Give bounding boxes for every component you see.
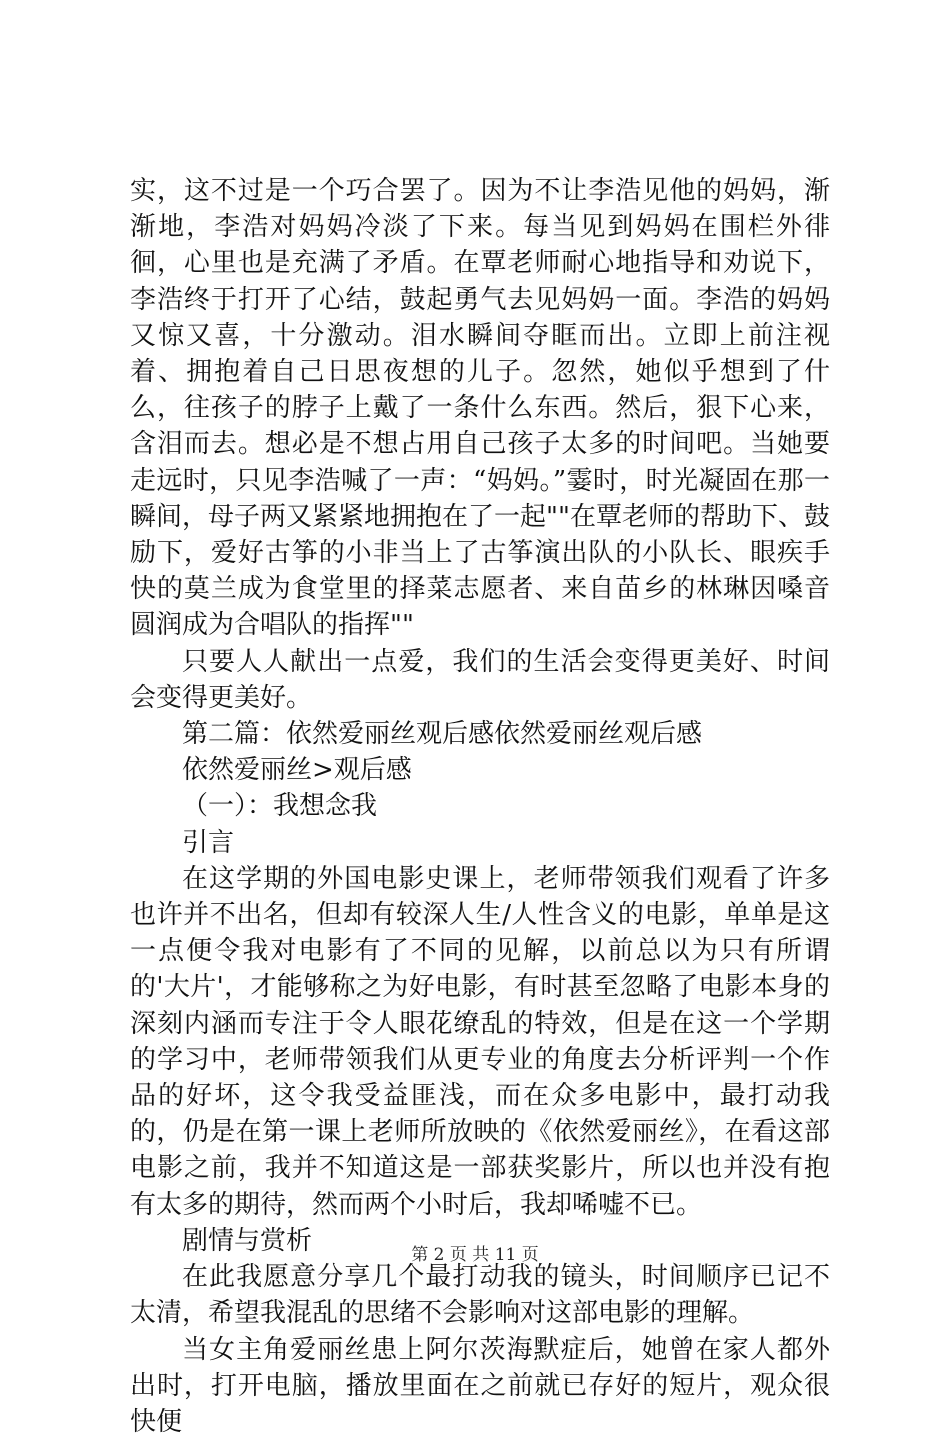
paragraph-plot-intro: 在此我愿意分享几个最打动我的镜头，时间顺序已记不太清，希望我混乱的思绪不会影响对这部电影的理解。 [130,1259,830,1331]
subtitle: 依然爱丽丝>观后感 [130,752,830,788]
paragraph-story-continuation: 实，这不过是一个巧合罢了。因为不让李浩见他的妈妈，渐渐地，李浩对妈妈冷淡了下来。每当见到妈妈在围栏外徘徊，心里也是充满了矛盾。在覃老师耐心地指导和劝说下，李浩终于打开了心结，鼓起勇气去见妈妈一面。李浩的妈妈又惊又喜，十分激动。泪水瞬间夺眶而出。立即上前注视着、拥抱着自己日思夜想的儿子。忽然，她似乎想到了什么，往孩子的脖子上戴了一条什么东西。然后，狠下心来，含泪而去。想必是不想占用自己孩子太多的时间吧。当她要走远时，只见李浩喊了一声：“妈妈。”霎时，时光凝固在那一瞬间，母子两又紧紧地拥抱在了一起""在覃老师的帮助下、鼓励下，爱好古筝的小非当上了古筝演出队的小队长、眼疾手快的莫兰成为食堂里的择菜志愿者、来自苗乡的林琳因嗓音圆润成为合唱队的指挥"" [130,173,830,644]
page-number-label: 第 2 页 共 11 页 [411,1245,538,1265]
paragraph-plot-scene: 当女主角爱丽丝患上阿尔茨海默症后，她曾在家人都外出时，打开电脑，播放里面在之前就已存好的短片，观众很快便 [130,1332,830,1440]
section-title: 第二篇：依然爱丽丝观后感依然爱丽丝观后感 [130,716,830,752]
page-footer [0,1244,950,1266]
chapter-heading: （一）：我想念我 [130,788,830,824]
paragraph-introduction: 在这学期的外国电影史课上，老师带领我们观看了许多也许并不出名，但却有较深人生/人性含义的电影，单单是这一点便令我对电影有了不同的见解，以前总以为只有所谓的'大片'，才能够称之为好电影，有时甚至忽略了电影本身的深刻内涵而专注于令人眼花缭乱的特效，但是在这一个学期的学习中，老师带领我们从更专业的角度去分析评判一个作品的好坏，这令我受益匪浅，而在众多电影中，最打动我的，仍是在第一课上老师所放映的《依然爱丽丝》，在看这部电影之前，我并不知道这是一部获奖影片，所以也并没有抱有太多的期待，然而两个小时后，我却唏嘘不已。 [130,861,830,1223]
heading-plot-analysis: 剧情与赏析 [130,1223,830,1259]
paragraph-conclusion: 只要人人献出一点爱，我们的生活会变得更美好、时间会变得更美好。 [130,644,830,716]
heading-introduction: 引言 [130,825,830,861]
